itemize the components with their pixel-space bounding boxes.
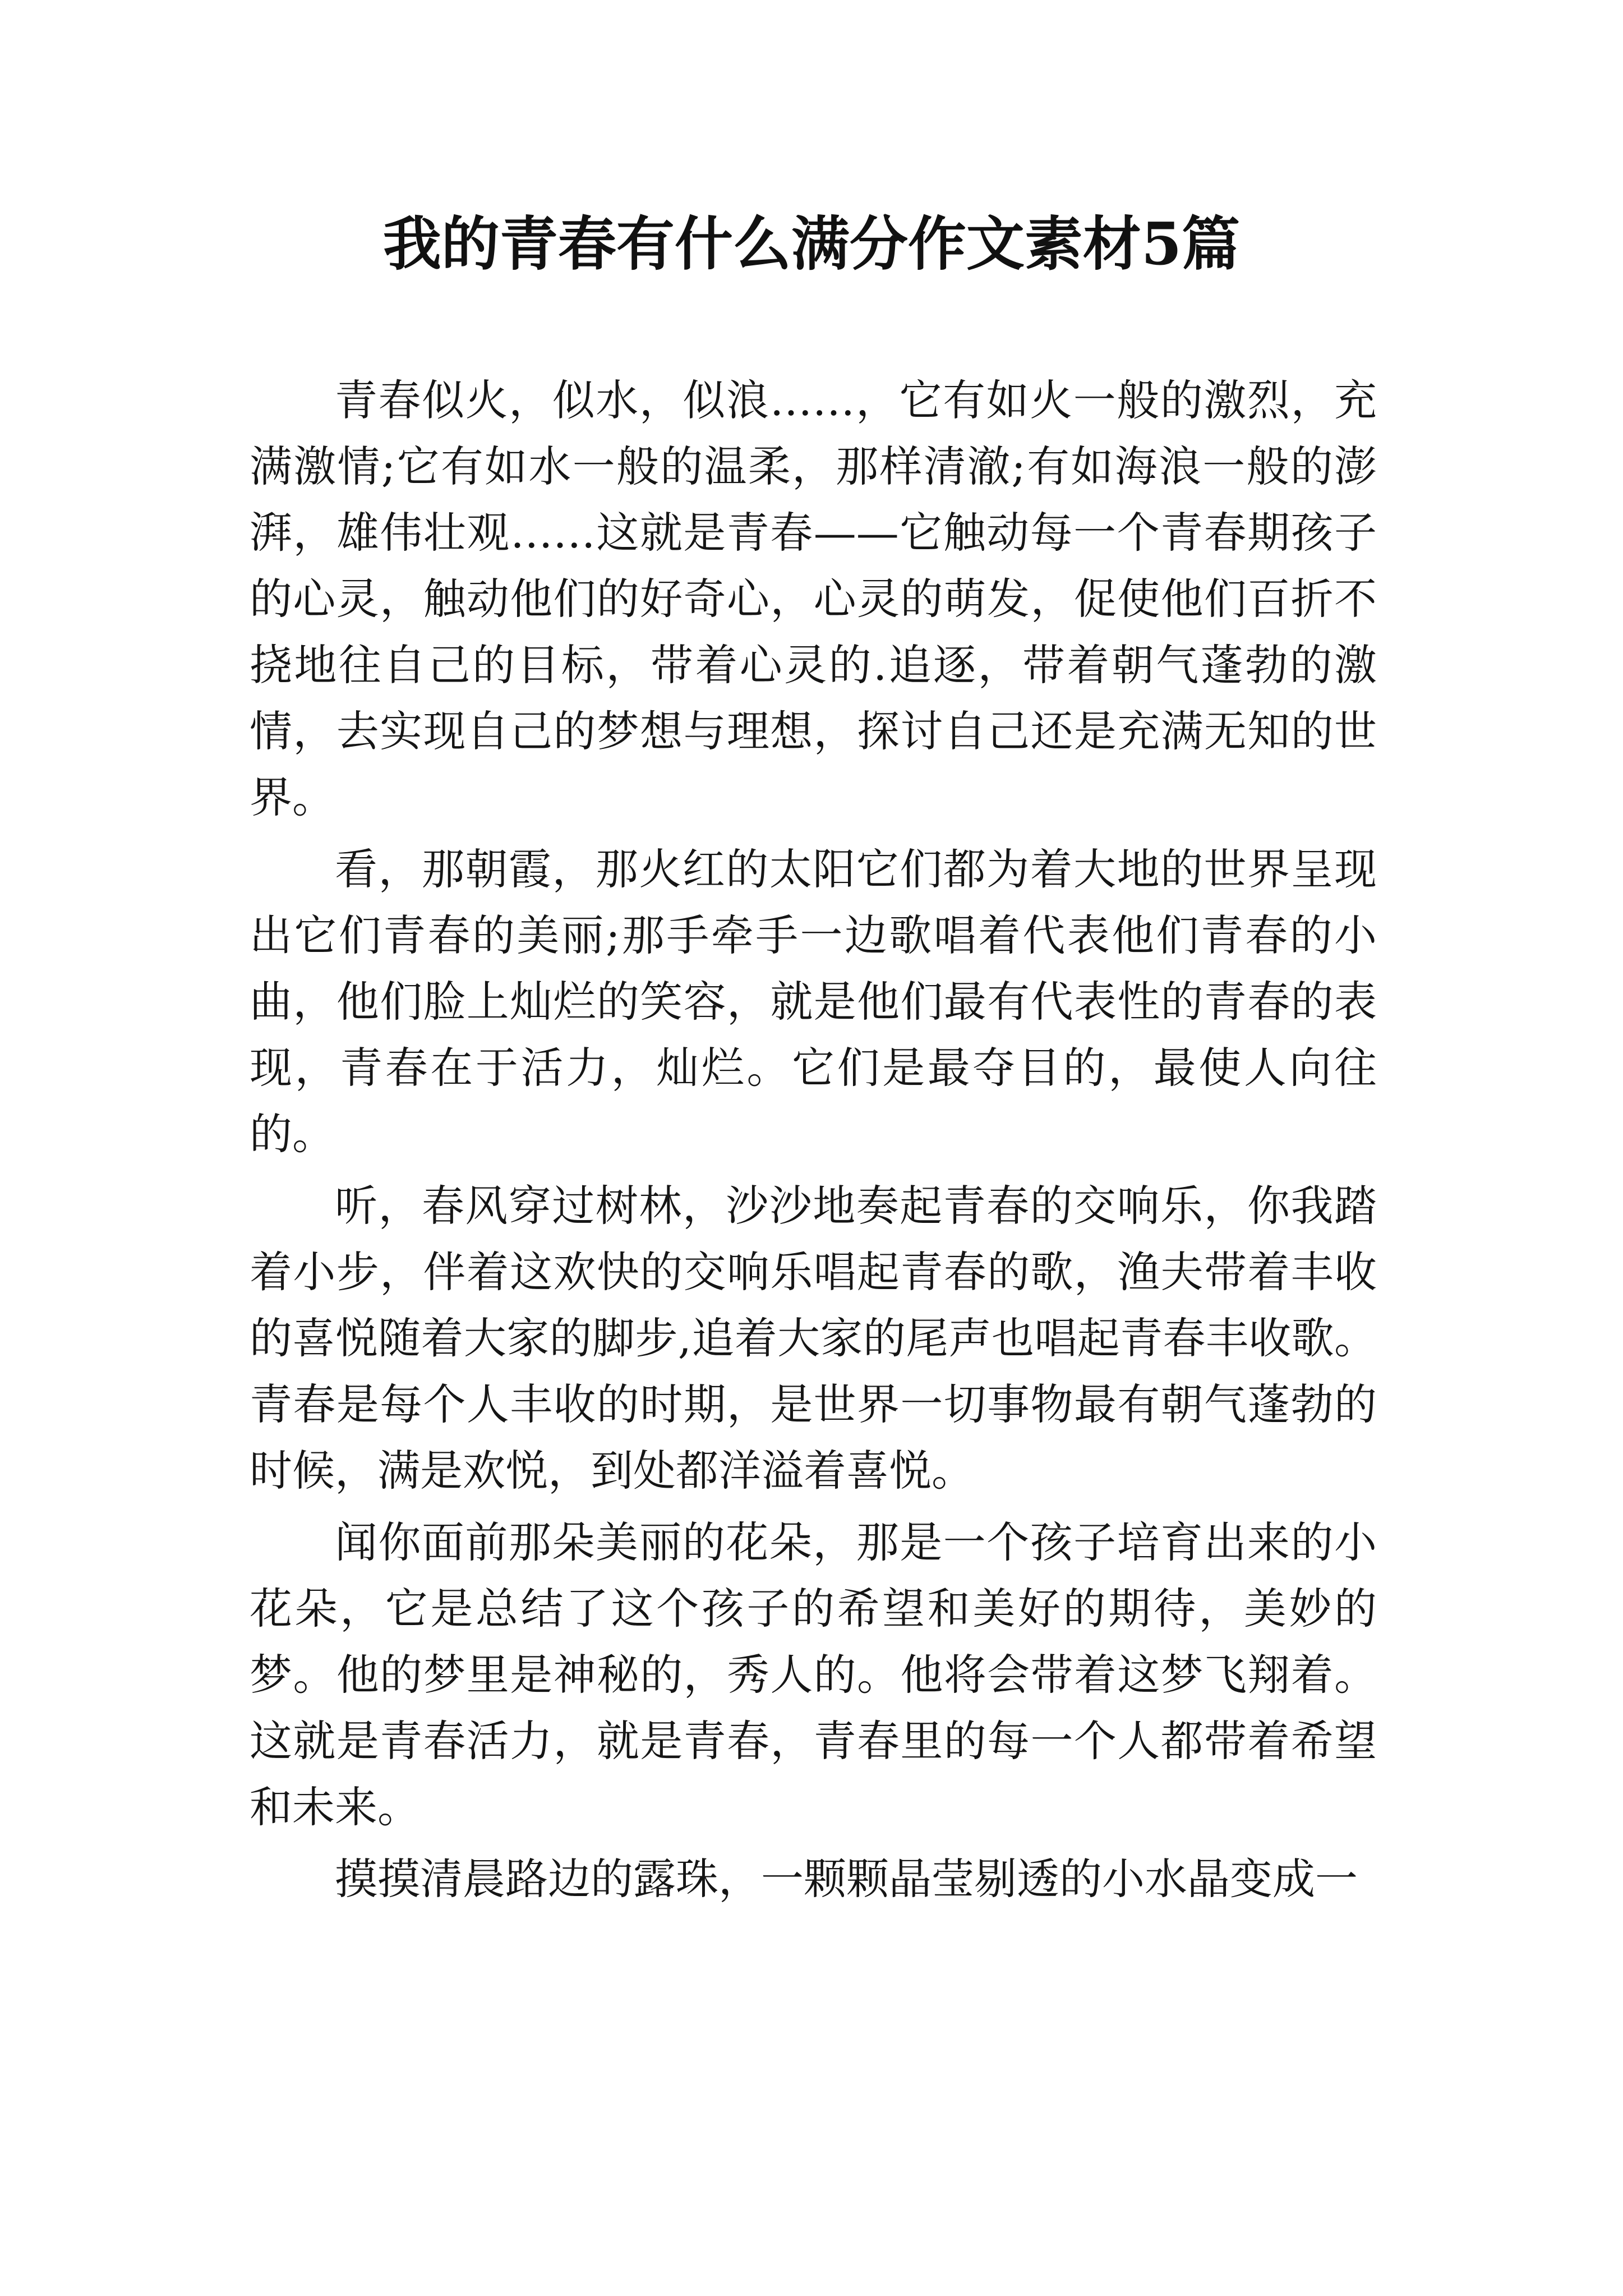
- paragraph: 听，春风穿过树林，沙沙地奏起青春的交响乐，你我踏着小步，伴着这欢快的交响乐唱起青春的歌，渔夫带着丰收的喜悦随着大家的脚步,追着大家的尾声也唱起青春丰收歌。青春是每个人丰收的时期，是世界一切事物最有朝气蓬勃的时候，满是欢悦，到处都洋溢着喜悦。: [250, 1181, 1377, 1496]
- paragraph: 摸摸清晨路边的露珠，一颗颗晶莹剔透的小水晶变成一: [335, 1854, 1358, 1904]
- document-title: 我的青春有什么满分作文素材5篇: [382, 209, 1241, 278]
- paragraph: 看，那朝霞，那火红的太阳它们都为着大地的世界呈现出它们青春的美丽;那手牵手一边歌唱着代表他们青春的小曲，他们脸上灿烂的笑容，就是他们最有代表性的青春的表现，青春在于活力，灿烂。它们是最夺目的，最使人向往的。: [250, 844, 1377, 1159]
- paragraph: 青春似火，似水，似浪……，它有如火一般的激烈，充满激情;它有如水一般的温柔，那样清澈;有如海浪一般的澎湃，雄伟壮观……这就是青春——它触动每一个青春期孩子的心灵，触动他们的好奇心，心灵的萌发，促使他们百折不挠地往自己的目标，带着心灵的.追逐，带着朝气蓬勃的激情，去实现自己的梦想与理想，探讨自己还是充满无知的世界。: [250, 375, 1377, 822]
- paragraph: 闻你面前那朵美丽的花朵，那是一个孩子培育出来的小花朵，它是总结了这个孩子的希望和美好的期待，美妙的梦。他的梦里是神秘的，秀人的。他将会带着这梦飞翔着。这就是青春活力，就是青春，青春里的每一个人都带着希望和未来。: [250, 1517, 1377, 1832]
- document-body: [250, 367, 1377, 1918]
